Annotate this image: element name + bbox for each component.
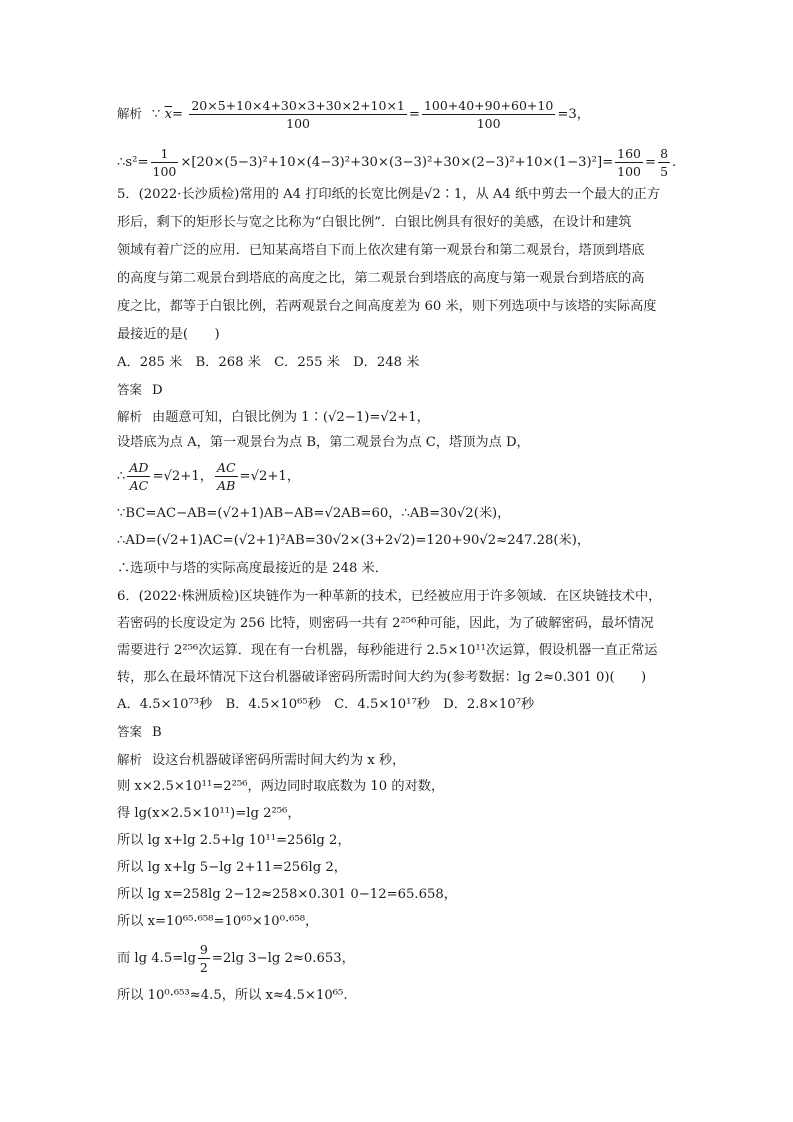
fraction: $\frac{AC}{AB}$ <box>216 460 236 493</box>
analysis-tag: 解析 <box>117 409 143 424</box>
q5-line-3: 领域有着广泛的应用．已知某高塔自下而上依次建有第一观景台和第二观景台，塔顶到塔底 <box>117 243 645 258</box>
q5-line-4: 的高度与第二观景台到塔底的高度之比，第二观景台到塔底的高度与第一观景台到塔底的高 <box>117 271 645 286</box>
q5-analysis-6: ∴选项中与塔的实际高度最接近的是 248 米． <box>117 561 388 576</box>
fraction: $\frac{9}{2}$ <box>199 942 208 975</box>
answer-value: B <box>152 725 162 740</box>
q6-analysis-8: 而 lg 4.5=lg $\frac{9}{2}$ =2lg 3−lg 2≈0.653， <box>117 942 355 975</box>
q5-line-6: 最接近的是( ) <box>117 327 220 342</box>
fraction: $\frac{AD}{AC}$ <box>129 460 149 493</box>
q6-options: A．4.5×10⁷³秒 B．4.5×10⁶⁵秒 C．4.5×10¹⁷秒 D．2.8×10⁷秒 <box>117 697 535 712</box>
q6-analysis-1: 解析 设这台机器破译密码所需时间大约为 x 秒， <box>117 752 406 768</box>
q6-answer <box>117 723 162 742</box>
q5-analysis-4: ∵BC=AC−AB=(√2+1)AB−AB=√2AB=60，∴AB=30√2(米)， <box>117 506 511 521</box>
fraction: $\frac{8}{5}$ <box>660 146 669 179</box>
fraction: $\frac{1}{100}$ <box>152 146 177 179</box>
q5-answer <box>117 381 163 400</box>
mean-symbol: $\overline{x}$ <box>164 107 173 122</box>
fraction: $\frac{160}{100}$ <box>617 146 641 179</box>
q6-line-2: 若密码的长度设定为 256 比特，则密码一共有 2²⁵⁶种可能，因此，为了破解密码，最坏情况 <box>117 616 654 631</box>
q6-analysis-4: 所以 lg x+lg 2.5+lg 10¹¹=256lg 2， <box>117 833 351 848</box>
q5-line-2: 形后，剩下的矩形长与宽之比称为“白银比例”．白银比例具有很好的美感，在设计和建筑 <box>117 215 632 230</box>
q5-line-1: 5．(2022·长沙质检)常用的 A4 打印纸的长宽比例是√2∶1，从 A4 纸中剪去一个最大的正方 <box>117 187 661 202</box>
q5-analysis-2: 设塔底为点 A，第一观景台为点 B，第二观景台为点 C，塔顶为点 D， <box>117 435 530 450</box>
q6-line-3: 需要进行 2²⁵⁶次运算．现在有一台机器，每秒能进行 2.5×10¹¹次运算，假设机器一直正常运 <box>117 643 658 658</box>
q6-line-1: 6．(2022·株洲质检)区块链作为一种革新的技术，已经被应用于许多领域．在区块链技术中， <box>117 589 662 604</box>
answer-tag: 答案 <box>117 724 143 739</box>
q6-line-4: 转，那么在最坏情况下这台机器破译密码所需时间大约为(参考数据：lg 2≈0.301 0)( ) <box>117 670 647 685</box>
q5-analysis-5: ∴AD=(√2+1)AC=(√2+1)²AB=30√2×(3+2√2)=120+90√2≈247.28(米)， <box>117 533 591 548</box>
analysis-tag: 解析 <box>117 106 143 121</box>
q6-analysis-9: 所以 10⁰·⁶⁵³≈4.5，所以 x≈4.5×10⁶⁵. <box>117 988 348 1003</box>
solution-variance-line: ∴s²= $\frac{1}{100}$ ×[20×(5−3)²+10×(4−3)²+30×(3−3)²+30×(2−3)²+10×(1−3)²]= $\frac{160}{100}$ = $\frac{8}{5}$ . <box>117 146 677 179</box>
q6-analysis-7: 所以 x=10⁶⁵·⁶⁵⁸=10⁶⁵×10⁰·⁶⁵⁸， <box>117 914 319 929</box>
q6-analysis-6: 所以 lg x=258lg 2−12≈258×0.301 0−12=65.658， <box>117 887 457 902</box>
q5-line-5: 度之比，都等于白银比例，若两观景台之间高度差为 60 米，则下列选项中与该塔的实际高度 <box>117 299 657 314</box>
q6-analysis-5: 所以 lg x+lg 5−lg 2+11=256lg 2， <box>117 860 347 875</box>
q5-options: A．285 米 B．268 米 C．255 米 D．248 米 <box>117 355 420 370</box>
fraction: $\frac{20\times 5+10\times 4+30\times 3+30\times 2+10\times 1}{100}$ <box>191 98 405 131</box>
q6-analysis-2: 则 x×2.5×10¹¹=2²⁵⁶，两边同时取底数为 10 的对数， <box>117 779 445 794</box>
answer-value: D <box>152 383 163 398</box>
fraction: $\frac{100+40+90+60+10}{100}$ <box>423 98 554 131</box>
q5-analysis-1: 解析 由题意可知，白银比例为 1∶(√2−1)=√2+1， <box>117 409 430 425</box>
q6-analysis-3: 得 lg(x×2.5×10¹¹)=lg 2²⁵⁶， <box>117 806 301 821</box>
q5-analysis-3: ∴ $\frac{AD}{AC}$ =√2+1， $\frac{AC}{AB}$ =√2+1， <box>117 460 301 493</box>
answer-tag: 答案 <box>117 382 143 397</box>
analysis-tag: 解析 <box>117 752 143 767</box>
solution-mean-line: 解析 ∵ $\overline{x}=$ $\frac{20\times 5+10\times 4+30\times 3+30\times 2+10\times 1}{100}$ = $\frac{100+40+90+60+10}{100}$ =3， <box>117 98 590 131</box>
